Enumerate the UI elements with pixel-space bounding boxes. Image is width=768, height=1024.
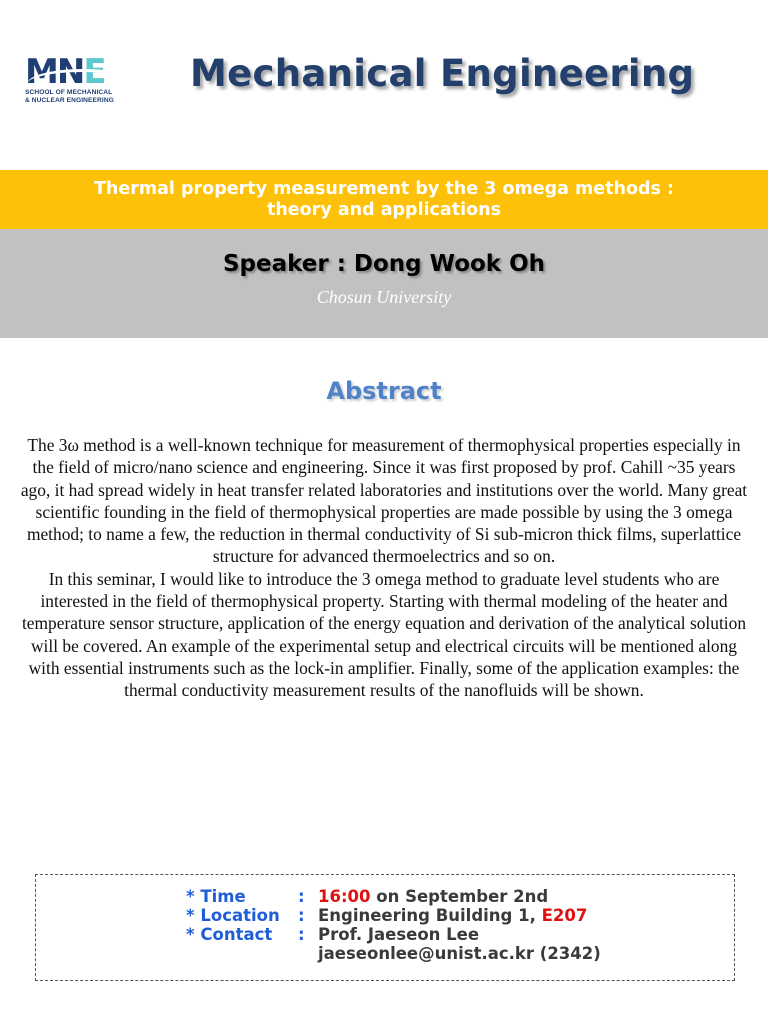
- talk-title-banner: [0, 170, 768, 229]
- contact-label: * Contact: [186, 925, 273, 944]
- location-label: * Location: [186, 906, 280, 925]
- time-label: * Time: [186, 887, 246, 906]
- contact-email[interactable]: jaeseonlee@unist.ac.kr (2342): [318, 944, 601, 963]
- abstract-paragraph-2: In this seminar, I would like to introduce the 3 omega method to graduate level students who are interested in the field of thermophysical property. Starting with thermal modeling of the heater and temperature sensor structure, application of the energy equation and derivation of the analytical solution will be covered. An example of the experimental setup and electrical circuits will be mentioned along with essential instruments such as the lock-in amplifier. Finally, some of the application examples: the thermal conductivity measurement results of the nanofluids will be shown.: [21, 568, 747, 701]
- contact-name: Prof. Jaeseon Lee: [318, 925, 480, 944]
- time-row: [186, 887, 601, 906]
- logo-subtitle-line1: SCHOOL OF MECHANICAL: [25, 89, 113, 96]
- time-colon: :: [298, 887, 305, 906]
- logo-letter-m: M: [25, 52, 57, 92]
- time-highlight: 16:00: [318, 887, 371, 906]
- logo-letter-e: E: [83, 52, 105, 92]
- contact-row: [186, 925, 601, 944]
- speaker-affiliation: Chosun University: [316, 287, 452, 307]
- school-logo: [25, 52, 145, 107]
- abstract-paragraph-1: The 3ω method is a well-known technique for measurement of thermophysical properties especially in the field of micro/nano science and engineering. Since it was first proposed by prof. Cahill ~35 years ago, it had spread widely in heat transfer related laboratories and institutions over the world. Many great scientific founding in the field of thermophysical properties are made possible by using the 3 omega method; to name a few, the reduction in thermal conductivity of Si sub-micron thick films, superlattice structure for advanced thermoelectrics and so on.: [20, 435, 748, 567]
- location-value: [318, 906, 587, 925]
- location-colon: :: [298, 906, 305, 925]
- location-row: [186, 906, 601, 925]
- talk-title: Thermal property measurement by the 3 omega methods : theory and applications: [93, 178, 675, 220]
- logo-subtitle: [25, 89, 114, 104]
- abstract-heading: Abstract: [326, 377, 442, 405]
- speaker-name: Speaker : Dong Wook Oh: [222, 251, 546, 277]
- time-date: on September 2nd: [370, 887, 549, 906]
- time-value: [318, 887, 548, 906]
- location-room: E207: [541, 906, 588, 925]
- event-info-box: [35, 874, 735, 981]
- logo-subtitle-line2: & NUCLEAR ENGINEERING: [25, 96, 114, 104]
- abstract-body: [20, 434, 748, 702]
- logo-letter-n: N: [56, 52, 84, 92]
- event-info-rows: [186, 887, 601, 963]
- speaker-banner: [0, 229, 768, 338]
- location-building: Engineering Building 1,: [318, 906, 542, 925]
- page-title: Mechanical Engineering: [190, 52, 695, 95]
- contact-colon: :: [298, 925, 305, 944]
